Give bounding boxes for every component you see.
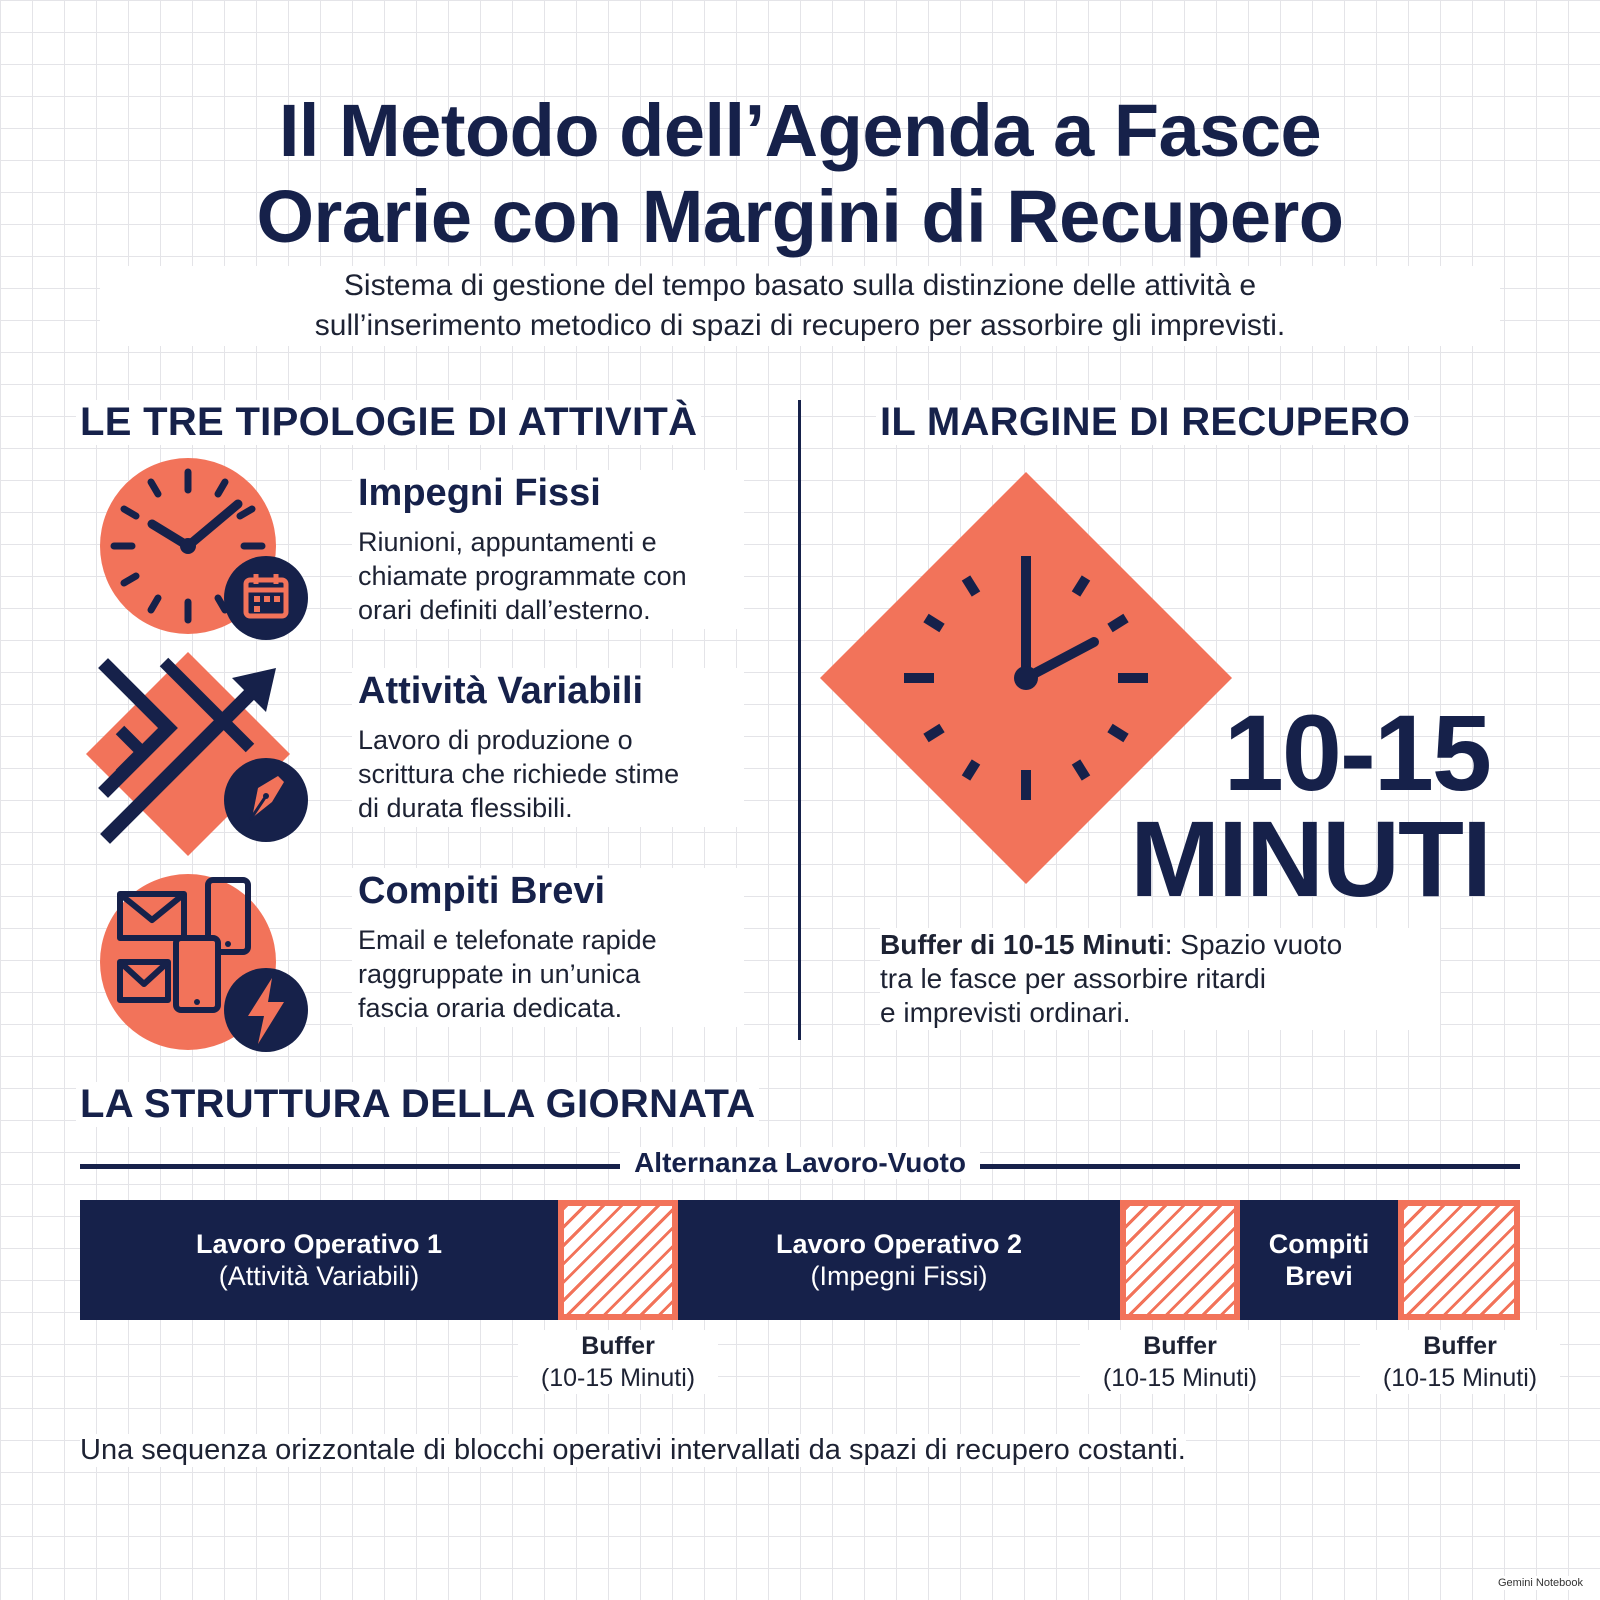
- activity-title: Attività Variabili: [358, 670, 644, 712]
- buffer-description: [880, 928, 1440, 1030]
- buffer-label-sub: (10-15 Minuti): [540, 1364, 696, 1392]
- activity-desc: [358, 723, 738, 825]
- buffer-label-3: [1360, 1330, 1560, 1394]
- activity-desc: [358, 525, 738, 627]
- work-block-title: Compiti: [1268, 1229, 1370, 1259]
- watermark: Gemini Notebook: [1495, 1576, 1586, 1590]
- arrows-pen-icon: [80, 648, 320, 858]
- buffer-minutes-unit: MINUTI: [1130, 798, 1490, 919]
- mail-phone-lightning-icon: [96, 866, 316, 1056]
- activity-desc-line: orari definiti dall’esterno.: [358, 595, 651, 625]
- activity-desc-line: Email e telefonate rapide: [358, 925, 657, 955]
- buffer-label-title: Buffer: [1423, 1332, 1497, 1360]
- buffer-label-sub: (10-15 Minuti): [1102, 1364, 1258, 1392]
- buffer-desc-rest: : Spazio vuoto: [1164, 929, 1343, 960]
- activity-desc-line: di durata flessibili.: [358, 793, 573, 823]
- activity-desc-line: Riunioni, appuntamenti e: [358, 527, 657, 557]
- activity-desc: [358, 923, 738, 1025]
- buffer-block-2: [1120, 1200, 1240, 1320]
- buffer-big-number: [1130, 692, 1490, 919]
- work-block-3: [1240, 1200, 1398, 1320]
- buffer-label-1: [518, 1330, 718, 1394]
- activity-title: Compiti Brevi: [358, 870, 606, 912]
- activity-desc-line: fascia oraria dedicata.: [358, 993, 623, 1023]
- buffer-desc-line3: e imprevisti ordinari.: [880, 997, 1131, 1028]
- margin-heading: IL MARGINE DI RECUPERO: [876, 400, 1414, 445]
- page-subtitle: [100, 266, 1500, 346]
- buffer-desc-line2: tra le fasce per assorbire ritardi: [880, 963, 1266, 994]
- work-block-sub: (Attività Variabili): [218, 1261, 420, 1291]
- buffer-label-title: Buffer: [1143, 1332, 1217, 1360]
- work-block-sub: (Impegni Fissi): [810, 1261, 988, 1291]
- timeline-label: Alternanza Lavoro-Vuoto: [620, 1147, 980, 1179]
- buffer-label-sub: (10-15 Minuti): [1382, 1364, 1538, 1392]
- activity-item-variable: [352, 668, 744, 827]
- buffer-label-title: Buffer: [581, 1332, 655, 1360]
- activity-desc-line: Lavoro di produzione o: [358, 725, 633, 755]
- timeline-rule-right: [980, 1164, 1520, 1169]
- work-block-title: Lavoro Operativo 2: [775, 1229, 1023, 1259]
- day-structure-heading: LA STRUTTURA DELLA GIORNATA: [76, 1082, 759, 1127]
- buffer-block-3: [1398, 1200, 1520, 1320]
- timeline-rule-left: [80, 1164, 620, 1169]
- buffer-desc-bold: Buffer di 10-15 Minuti: [880, 929, 1165, 960]
- page-subtitle-line1: Sistema di gestione del tempo basato sulla distinzione delle attività e: [343, 269, 1257, 302]
- buffer-label-2: [1080, 1330, 1280, 1394]
- page-title: [60, 88, 1540, 260]
- work-block-2: [678, 1200, 1120, 1320]
- work-block-sub: Brevi: [1285, 1261, 1353, 1291]
- activity-desc-line: scrittura che richiede stime: [358, 759, 680, 789]
- section-divider: [798, 400, 801, 1040]
- work-block-1: [80, 1200, 558, 1320]
- activity-title: Impegni Fissi: [358, 472, 601, 514]
- page-subtitle-line2: sull’inserimento metodico di spazi di recupero per assorbire gli imprevisti.: [314, 309, 1286, 342]
- buffer-desc-line1: [880, 928, 1440, 962]
- activity-desc-line: chiamate programmate con: [358, 561, 687, 591]
- activity-item-fixed: [352, 470, 744, 629]
- buffer-minutes-value: 10-15: [1223, 692, 1490, 813]
- day-structure-footer: Una sequenza orizzontale di blocchi operativi intervallati da spazi di recupero costanti.: [80, 1434, 1186, 1466]
- activity-desc-line: raggruppate in un’unica: [358, 959, 641, 989]
- buffer-block-1: [558, 1200, 678, 1320]
- page-title-line2: Orarie con Margini di Recupero: [256, 175, 1344, 258]
- clock-calendar-icon: [96, 458, 316, 648]
- activity-item-short: [352, 868, 744, 1027]
- types-heading: LE TRE TIPOLOGIE DI ATTIVITÀ: [76, 400, 701, 445]
- page-title-line1: Il Metodo dell’Agenda a Fasce: [278, 89, 1322, 172]
- work-block-title: Lavoro Operativo 1: [195, 1229, 443, 1259]
